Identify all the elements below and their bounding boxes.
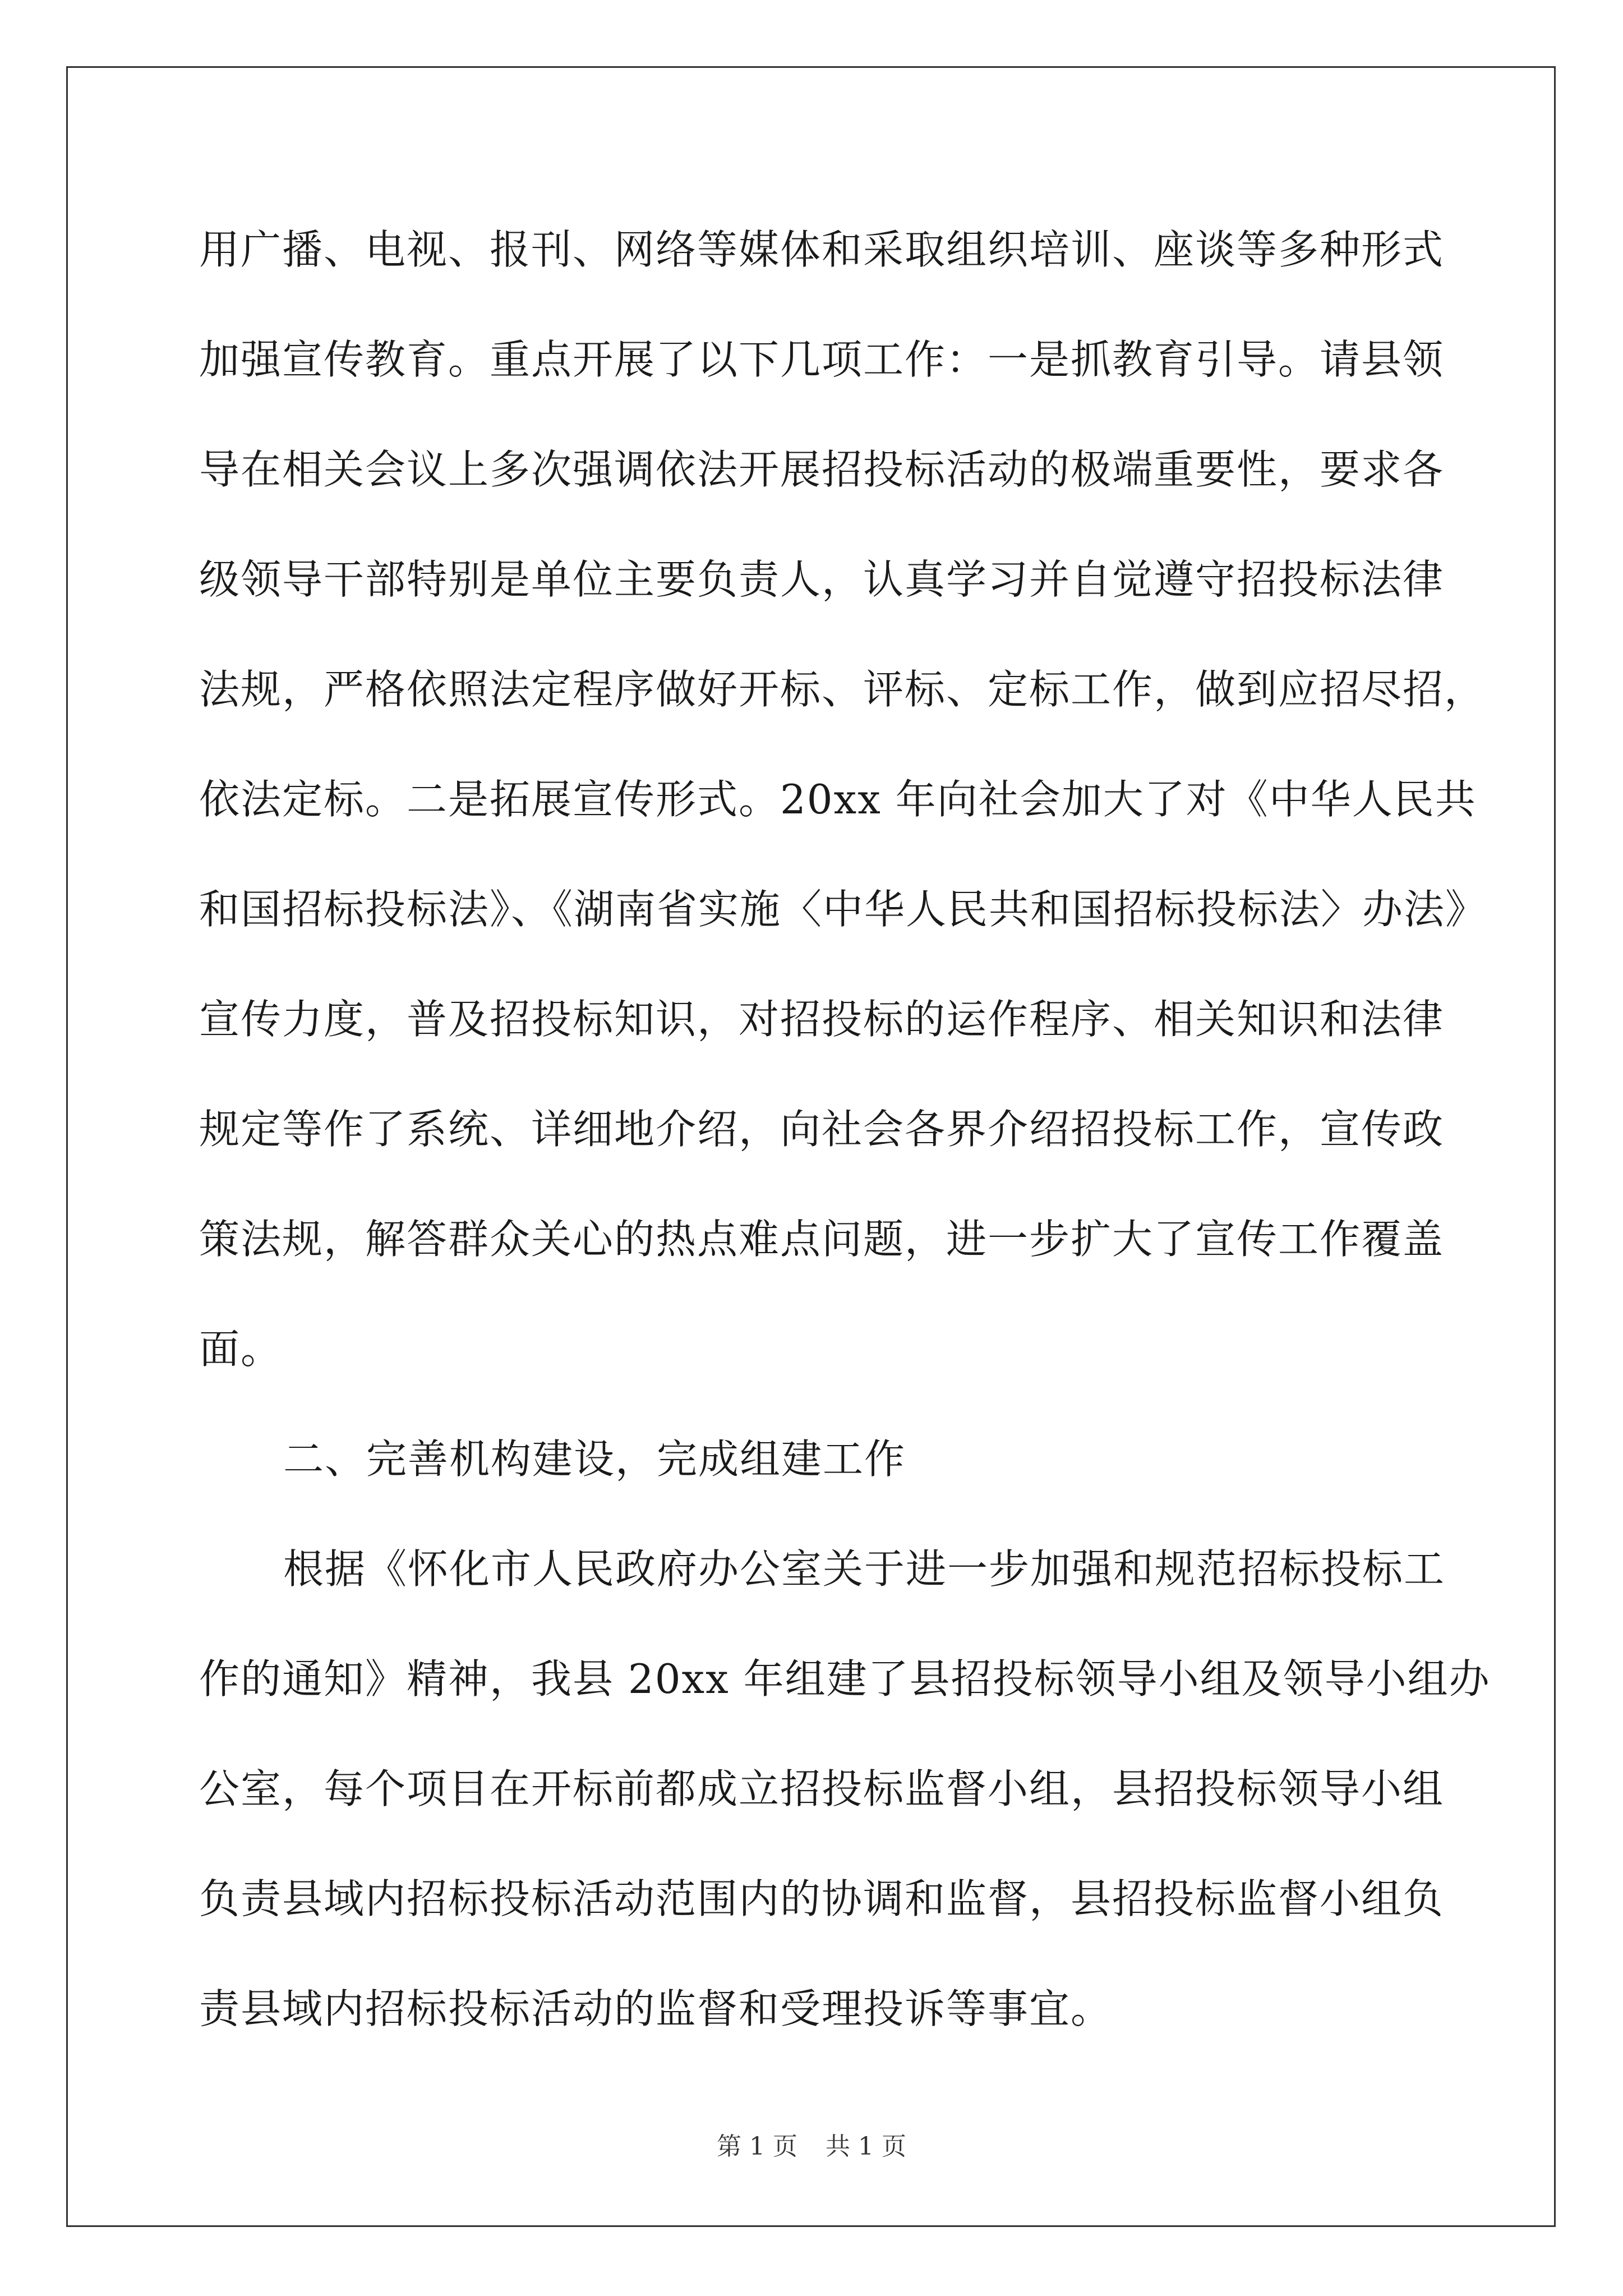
paragraph-line: 和国招标投标法》、《湖南省实施〈中华人民共和国招标投标法〉办法》	[199, 886, 1487, 933]
paragraph-line: 面。	[199, 1326, 283, 1373]
paragraph-line: 根据《怀化市人民政府办公室关于进一步加强和规范招标投标工	[283, 1545, 1446, 1593]
page-footer	[0, 2126, 1623, 2162]
paragraph-line: 用广播、电视、报刊、网络等媒体和采取组织培训、座谈等多种形式	[199, 226, 1445, 273]
paragraph-line: 宣传力度，普及招投标知识，对招投标的运作程序、相关知识和法律	[199, 996, 1445, 1043]
paragraph-line: 导在相关会议上多次强调依法开展招投标活动的极端重要性，要求各	[199, 446, 1445, 493]
paragraph-line: 公室，每个项目在开标前都成立招投标监督小组，县招投标领导小组	[199, 1765, 1445, 1812]
paragraph-line: 作的通知》精神，我县 20xx 年组建了县招投标领导小组及领导小组办	[199, 1655, 1491, 1703]
paragraph-line: 负责县域内招标投标活动范围内的协调和监督，县招投标监督小组负	[199, 1875, 1445, 1922]
paragraph-line: 依法定标。二是拓展宣传形式。20xx 年向社会加大了对《中华人民共	[199, 776, 1477, 823]
paragraph-line: 策法规，解答群众关心的热点难点问题，进一步扩大了宣传工作覆盖	[199, 1216, 1445, 1263]
paragraph-line: 级领导干部特别是单位主要负责人，认真学习并自觉遵守招投标法律	[199, 556, 1445, 603]
paragraph-line: 责县域内招标投标活动的监督和受理投诉等事宜。	[199, 1985, 1113, 2032]
document-body	[199, 216, 1491, 2085]
page-number-current: 第 1 页	[717, 2132, 797, 2161]
page-number-total: 共 1 页	[826, 2132, 906, 2161]
section-heading: 二、完善机构建设，完成组建工作	[283, 1435, 906, 1483]
paragraph-line: 法规，严格依照法定程序做好开标、评标、定标工作，做到应招尽招，	[199, 666, 1486, 713]
paragraph-line: 加强宣传教育。重点开展了以下几项工作：一是抓教育引导。请县领	[199, 336, 1445, 383]
paragraph-line: 规定等作了系统、详细地介绍，向社会各界介绍招投标工作，宣传政	[199, 1106, 1445, 1153]
